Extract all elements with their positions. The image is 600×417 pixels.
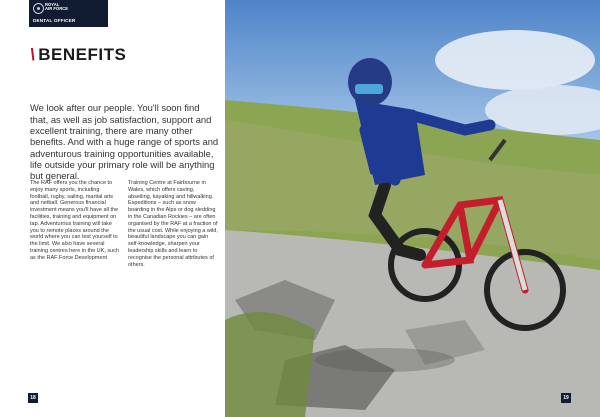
left-page [0,0,225,417]
brand-name [45,3,105,12]
shadow [315,348,455,372]
title-text: BENEFITS [38,45,127,64]
goggles [355,84,383,94]
raf-brand-block [29,0,108,27]
page-number-right: 19 [561,393,571,403]
page-number-left: 18 [28,393,38,403]
brand-line-1: ROYAL [45,2,60,7]
mountain-biker-photo [225,0,600,417]
role-label: DENTAL OFFICER [33,18,76,23]
cloud [435,30,595,90]
body-column-1: The RAF offers you the chance to enjoy many sports, including football, rugby, sailing, martial arts and netball. Generous financial investment means you'll have all the facilities, training and equipment on tap. Adventurous training will take you to remote places around the world where you can test yourself to the limit. We also have several training centres here in the UK, such as the RAF Force Development [30,180,119,261]
helmet [348,58,392,106]
body-column-2: Training Centre at Fairbourne in Wales, which offers caving, abseiling, kayaking and hillwalking. Expeditions – such as snow boarding in the Alps or dog sledding in the Canadian Rockies – are often organised by the RAF at a fraction of the usual cost. While enjoying a wild, beautiful landscape you can gain self-knowledge, sharpen your leadership skills and learn to recognise the personal attributes of others. [128,180,218,268]
slash-accent-icon: \ [30,45,36,64]
page-title [30,45,126,65]
foreground-grass [225,312,315,417]
lead-paragraph: We look after our people. You'll soon find that, as well as job satisfaction, support and excellent training, there are many other benefits. And with a huge range of sports and adventurous training opportunities available, life outside your primary role will be anything but general. [30,102,219,182]
raf-roundel-logo [33,3,44,14]
brand-line-2: AIR FORCE [45,6,69,12]
